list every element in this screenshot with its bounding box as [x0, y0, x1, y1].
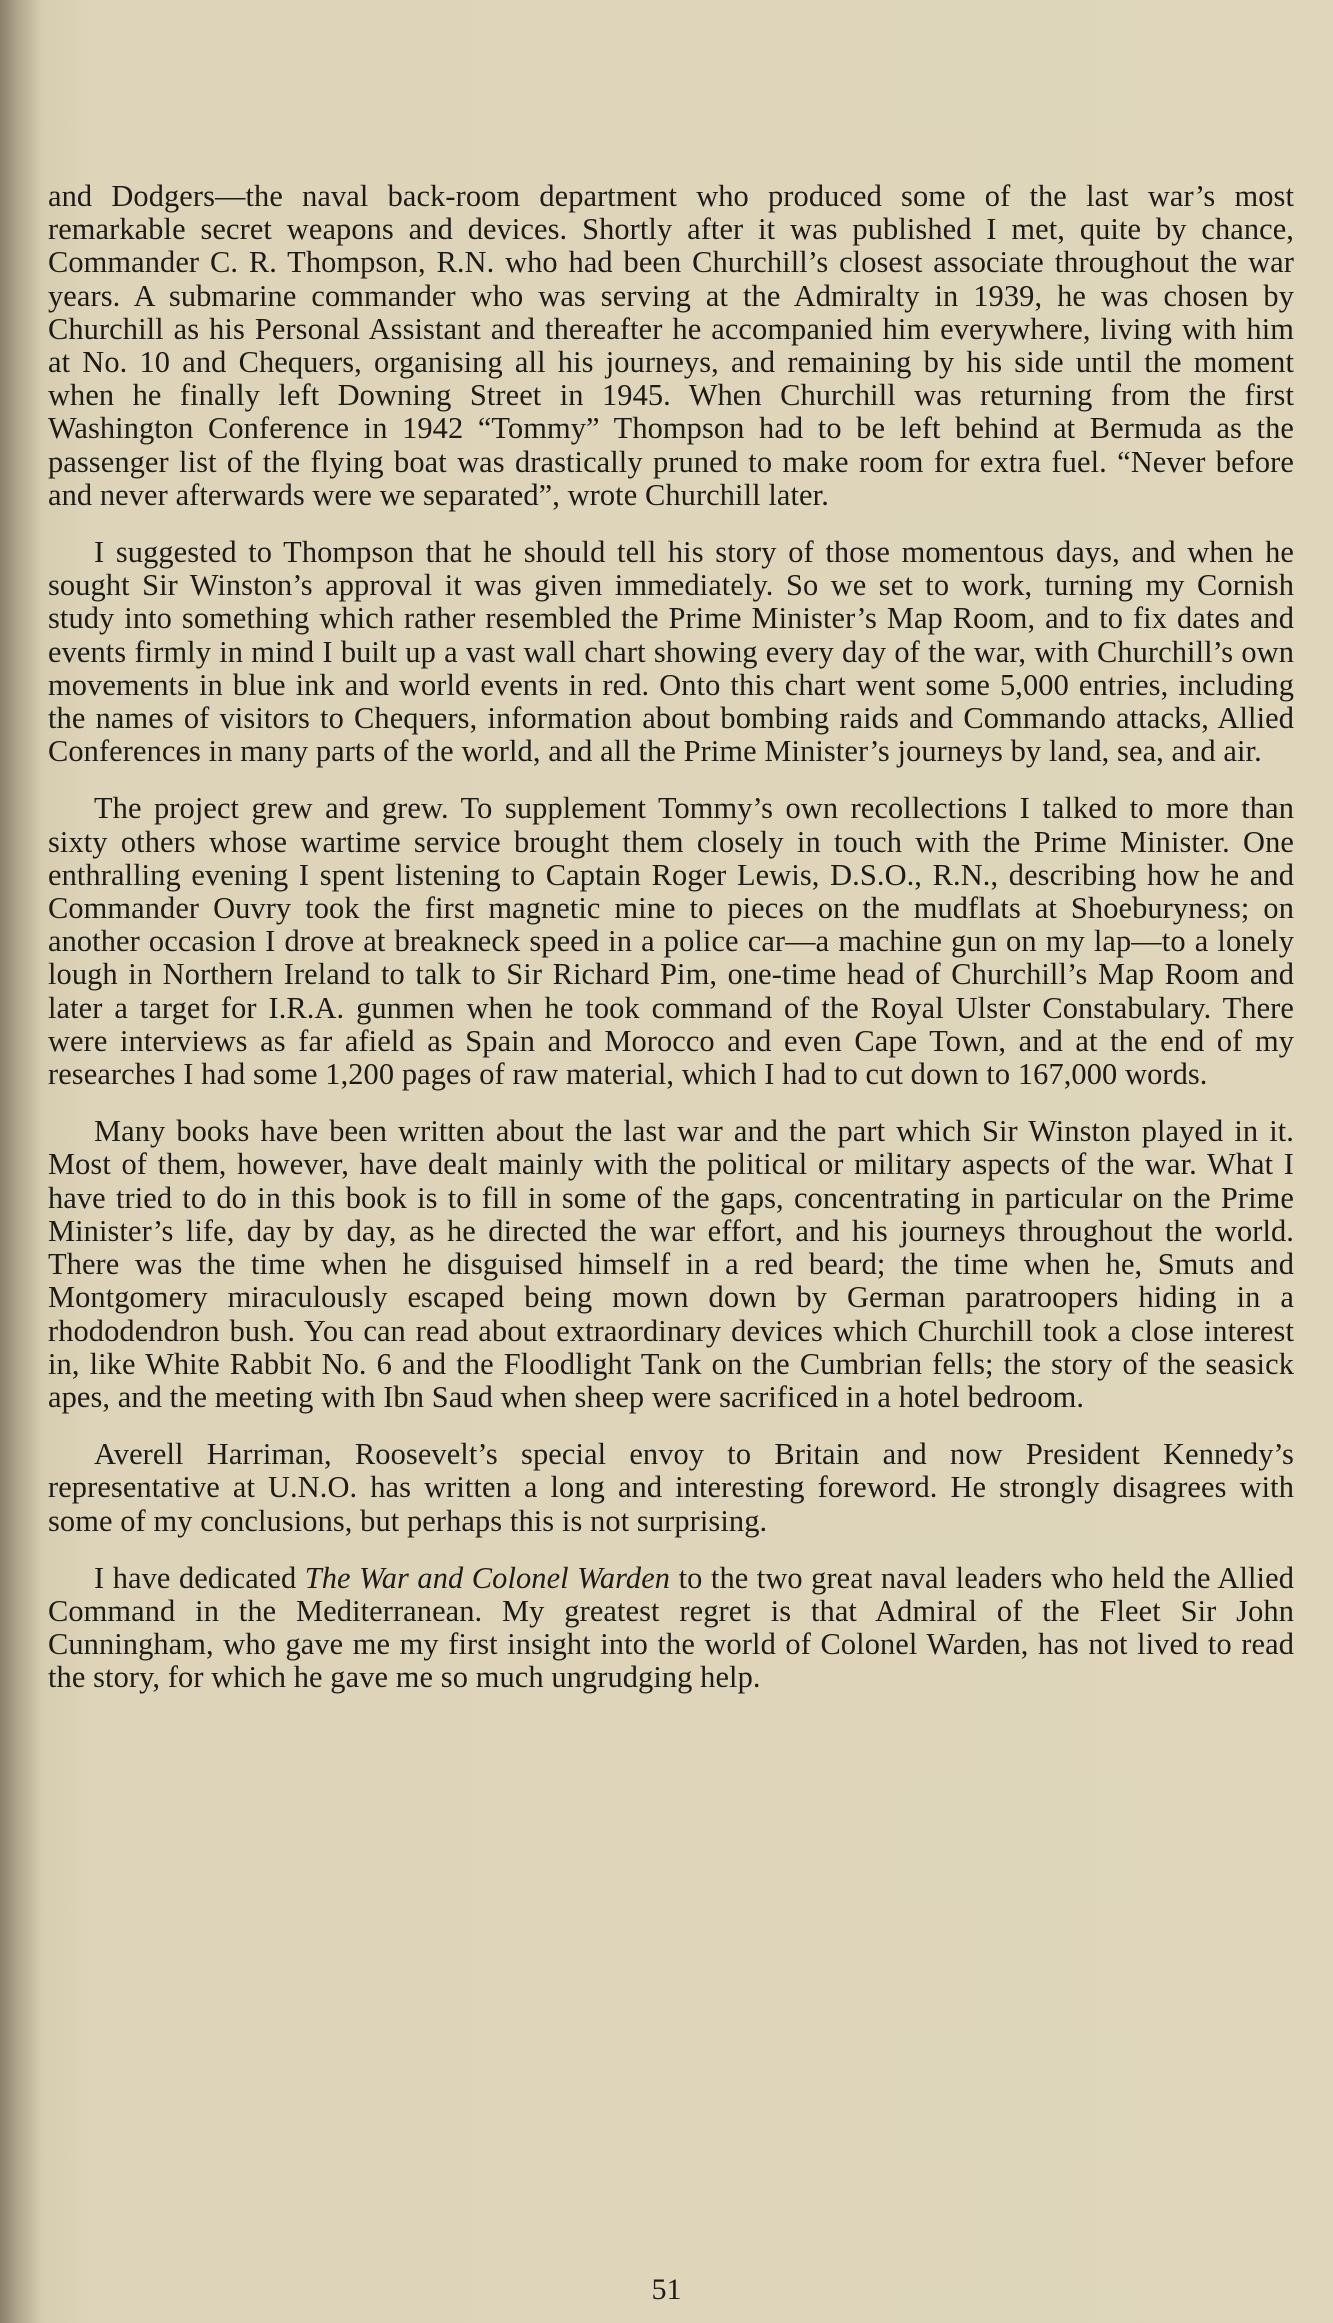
paragraph-6-end: to the two great naval leaders who held the Allied Command in the Mediterranean. My greatest regret is that Admiral of the Fleet Sir John Cunningham, who gave me my first insight into the world of Colonel Warden, has not lived to read the story, for which he gave me so much ungrudging help. — [48, 1560, 1294, 1695]
paragraph-4: Many books have been written about the last war and the part which Sir Winston played in it. Most of them, however, have dealt mainly with the political or military aspects of the war. What I have tried to do in this book is to fill in some of the gaps, concentrating in particular on the Prime Minister’s life, day by day, as he directed the war effort, and his journeys throughout the world. There was the time when he disguised himself in a red beard; the time when he, Smuts and Montgomery miraculously escaped being mown down by German paratroopers hiding in a rhododendron bush. You can read about extraordinary devices which Churchill took a close interest in, like White Rabbit No. 6 and the Floodlight Tank on the Cumbrian fells; the story of the seasick apes, and the meeting with Ibn Saud when sheep were sacrificed in a hotel bedroom. — [48, 1114, 1294, 1414]
body-text — [48, 180, 1294, 1719]
binding-shadow — [0, 0, 40, 2323]
book-title: The War and Colonel Warden — [304, 1560, 671, 1595]
paragraph-3: The project grew and grew. To supplement Tommy’s own recollections I talked to more than sixty others whose wartime service brought them closely in touch with the Prime Minister. One enthralling evening I spent listening to Captain Roger Lewis, D.S.O., R.N., describing how he and Commander Ouvry took the first magnetic mine to pieces on the mudflats at Shoeburyness; on another occasion I drove at breakneck speed in a police car—a machine gun on my lap—to a lonely lough in Northern Ireland to talk to Sir Richard Pim, one-time head of Churchill’s Map Room and later a target for I.R.A. gunmen when he took command of the Royal Ulster Constabulary. There were interviews as far afield as Spain and Morocco and even Cape Town, and at the end of my researches I had some 1,200 pages of raw material, which I had to cut down to 167,000 words. — [48, 791, 1294, 1092]
paragraph-6-start: I have dedicated — [94, 1560, 305, 1595]
paragraph-1: and Dodgers—the naval back-room department who produced some of the last war’s most remarkable secret weapons and devices. Shortly after it was published I met, quite by chance, Commander C. R. Thompson, R.N. who had been Churchill’s closest associate throughout the war years. A submarine commander who was serving at the Admiralty in 1939, he was chosen by Churchill as his Personal Assistant and thereafter he accompanied him everywhere, living with him at No. 10 and Chequers, organising all his journeys, and remaining by his side until the moment when he finally left Downing Street in 1945. When Churchill was returning from the first Washington Conference in 1942 “Tommy” Thompson had to be left behind at Bermuda as the passenger list of the flying boat was drastically pruned to make room for extra fuel. “Never before and never afterwards were we separated”, wrote Churchill later. — [48, 179, 1294, 512]
paragraph-5: Averell Harriman, Roosevelt’s special envoy to Britain and now President Kennedy’s representative at U.N.O. has written a long and interesting foreword. He strongly disagrees with some of my conclusions, but perhaps this is not surprising. — [48, 1437, 1294, 1538]
paragraph-2: I suggested to Thompson that he should tell his story of those momentous days, and when he sought Sir Winston’s approval it was given immediately. So we set to work, turning my Cornish study into something which rather resembled the Prime Minister’s Map Room, and to fix dates and events firmly in mind I built up a vast wall chart showing every day of the war, with Churchill’s own movements in blue ink and world events in red. Onto this chart went some 5,000 entries, including the names of visitors to Chequers, information about bombing raids and Commando attacks, Allied Conferences in many parts of the world, and all the Prime Minister’s journeys by land, sea, and air. — [48, 535, 1294, 769]
page-number: 51 — [651, 2273, 682, 2306]
paragraph-6 — [48, 1562, 1294, 1695]
